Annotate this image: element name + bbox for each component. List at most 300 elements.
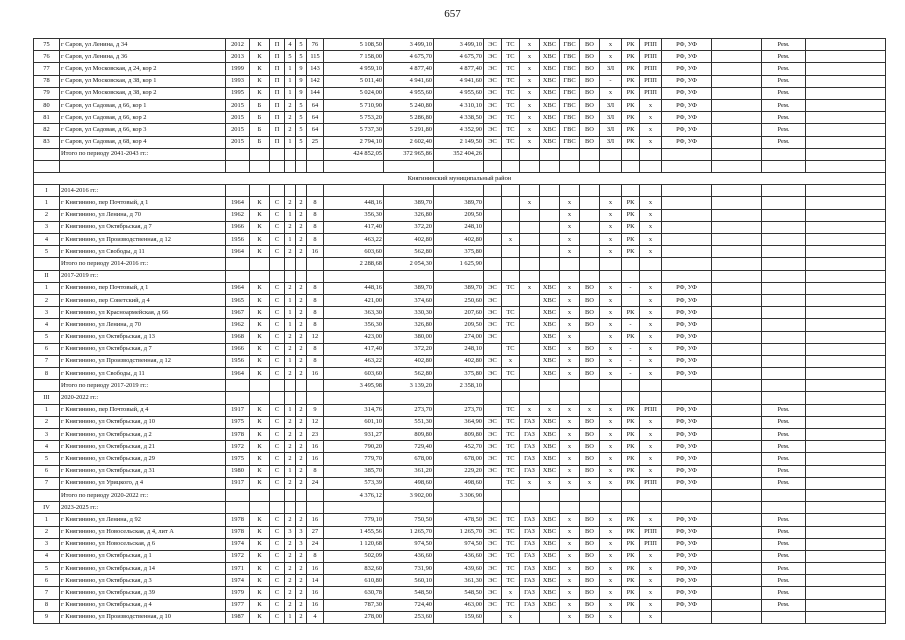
address-cell: г Княгинино, ул Новосельская, д 4, лит А xyxy=(60,526,226,538)
table-cell: ЭС xyxy=(484,441,502,453)
table-cell: 80 xyxy=(34,99,60,111)
table-cell xyxy=(806,282,886,294)
table-cell xyxy=(226,489,250,501)
table-cell xyxy=(250,160,270,172)
table-cell: 5 xyxy=(34,246,60,258)
table-cell xyxy=(712,51,762,63)
table-cell: 421,00 xyxy=(324,294,384,306)
table-cell: х xyxy=(520,136,540,148)
table-cell: РК xyxy=(622,550,640,562)
table-cell xyxy=(484,209,502,221)
table-cell: ВО xyxy=(580,575,600,587)
table-cell: 3 902,00 xyxy=(384,489,434,501)
table-row xyxy=(34,477,886,489)
table-cell: РФ, УФ xyxy=(662,429,712,441)
table-cell: ТС xyxy=(502,282,520,294)
table-cell xyxy=(600,489,622,501)
table-cell xyxy=(296,258,307,270)
table-cell xyxy=(712,526,762,538)
table-cell: Рем. xyxy=(762,51,806,63)
table-cell xyxy=(806,563,886,575)
table-cell xyxy=(580,185,600,197)
table-cell: РФ, УФ xyxy=(662,526,712,538)
table-cell: ЭС xyxy=(484,563,502,575)
table-cell xyxy=(434,185,484,197)
table-cell: 64 xyxy=(307,124,324,136)
table-cell xyxy=(712,453,762,465)
table-cell: ТС xyxy=(502,99,520,111)
table-cell xyxy=(600,148,622,160)
table-cell: 4 675,70 xyxy=(434,51,484,63)
table-cell: ГАЗ xyxy=(520,441,540,453)
table-cell xyxy=(226,392,250,404)
table-cell: 78 xyxy=(34,75,60,87)
table-cell: ХВС xyxy=(540,550,560,562)
table-cell: х xyxy=(640,575,662,587)
table-cell: 1972 xyxy=(226,441,250,453)
table-cell xyxy=(712,294,762,306)
table-cell: ЭС xyxy=(484,368,502,380)
table-cell: ХВС xyxy=(540,599,560,611)
table-cell xyxy=(250,392,270,404)
table-cell: 3 306,90 xyxy=(434,489,484,501)
table-cell: РПП xyxy=(640,51,662,63)
table-cell: ЭС xyxy=(484,416,502,428)
table-cell: 1978 xyxy=(226,526,250,538)
table-cell: ВО xyxy=(580,514,600,526)
table-cell: 436,60 xyxy=(434,550,484,562)
table-cell: 601,10 xyxy=(324,416,384,428)
table-cell: 2012 xyxy=(226,39,250,51)
table-cell: х xyxy=(600,87,622,99)
table-cell xyxy=(250,380,270,392)
table-cell: К xyxy=(250,599,270,611)
table-cell: х xyxy=(640,234,662,246)
table-cell: РФ, УФ xyxy=(662,63,712,75)
table-cell: 364,90 xyxy=(434,416,484,428)
table-cell: 5 737,30 xyxy=(324,124,384,136)
table-cell xyxy=(520,270,540,282)
table-cell: 2 xyxy=(296,587,307,599)
table-cell xyxy=(540,209,560,221)
table-cell: ГАЗ xyxy=(520,550,540,562)
table-cell xyxy=(384,160,434,172)
table-cell: 448,16 xyxy=(324,197,384,209)
table-cell xyxy=(484,234,502,246)
table-cell: 14 xyxy=(307,575,324,587)
table-cell: С xyxy=(270,319,285,331)
table-cell xyxy=(806,587,886,599)
table-cell: РК xyxy=(622,75,640,87)
table-cell: 4 310,10 xyxy=(434,99,484,111)
table-row xyxy=(34,404,886,416)
table-cell: ЭС xyxy=(484,587,502,599)
table-cell: 2 149,50 xyxy=(434,136,484,148)
table-cell: х xyxy=(560,526,580,538)
table-cell: 931,27 xyxy=(324,429,384,441)
table-cell: ЭС xyxy=(484,599,502,611)
period-row xyxy=(34,392,886,404)
table-cell: 2 xyxy=(34,526,60,538)
table-cell: С xyxy=(270,599,285,611)
table-cell xyxy=(712,185,762,197)
table-cell: х xyxy=(560,611,580,623)
table-cell: 8 xyxy=(307,307,324,319)
table-cell xyxy=(662,380,712,392)
table-cell: С xyxy=(270,368,285,380)
table-cell: С xyxy=(270,526,285,538)
table-cell: 82 xyxy=(34,124,60,136)
table-cell: ЭС xyxy=(484,453,502,465)
table-cell: х xyxy=(600,611,622,623)
table-cell: ХВС xyxy=(540,465,560,477)
table-cell: К xyxy=(250,246,270,258)
table-cell: РПП xyxy=(640,526,662,538)
table-cell: ГВС xyxy=(560,39,580,51)
table-cell: 229,20 xyxy=(434,465,484,477)
table-cell xyxy=(384,392,434,404)
table-cell: Рем. xyxy=(762,87,806,99)
table-cell: РК xyxy=(622,136,640,148)
table-cell xyxy=(662,197,712,209)
table-cell: ГВС xyxy=(560,51,580,63)
table-cell: ВО xyxy=(580,538,600,550)
table-cell: С xyxy=(270,441,285,453)
table-cell: х xyxy=(600,39,622,51)
table-cell: РФ, УФ xyxy=(662,550,712,562)
table-cell xyxy=(622,380,640,392)
table-cell: ВО xyxy=(580,441,600,453)
table-cell: С xyxy=(270,355,285,367)
table-cell: 2 xyxy=(296,477,307,489)
table-cell: х xyxy=(640,282,662,294)
table-cell xyxy=(520,489,540,501)
table-cell xyxy=(296,502,307,514)
table-row xyxy=(34,124,886,136)
table-cell: ВО xyxy=(580,416,600,428)
table-cell xyxy=(806,392,886,404)
table-cell: 2 xyxy=(285,368,296,380)
table-cell: 1966 xyxy=(226,221,250,233)
table-cell: х xyxy=(560,429,580,441)
table-cell: 2 358,10 xyxy=(434,380,484,392)
table-cell: РК xyxy=(622,112,640,124)
table-cell: Рем. xyxy=(762,526,806,538)
table-cell xyxy=(600,185,622,197)
table-cell xyxy=(806,514,886,526)
table-cell: - xyxy=(600,75,622,87)
table-cell: 1977 xyxy=(226,599,250,611)
table-cell: 2 xyxy=(296,599,307,611)
table-cell xyxy=(806,270,886,282)
table-cell: 502,09 xyxy=(324,550,384,562)
table-cell xyxy=(580,160,600,172)
table-cell: 2 xyxy=(285,221,296,233)
table-cell xyxy=(285,270,296,282)
table-cell xyxy=(484,477,502,489)
table-cell: х xyxy=(600,429,622,441)
table-cell: ВО xyxy=(580,368,600,380)
table-cell: ЭС xyxy=(484,319,502,331)
table-cell: 3 xyxy=(34,221,60,233)
address-cell: г Княгинино, ул Октябрьская, д 13 xyxy=(60,331,226,343)
table-cell: 4 xyxy=(34,441,60,453)
table-cell: х xyxy=(640,246,662,258)
table-cell: ГАЗ xyxy=(520,599,540,611)
table-cell xyxy=(520,611,540,623)
table-cell xyxy=(520,307,540,319)
table-cell xyxy=(520,343,540,355)
table-cell xyxy=(540,160,560,172)
table-row xyxy=(34,550,886,562)
table-cell xyxy=(520,160,540,172)
table-cell: ВО xyxy=(580,99,600,111)
table-cell: 356,30 xyxy=(324,209,384,221)
table-cell xyxy=(270,185,285,197)
table-cell: РФ, УФ xyxy=(662,587,712,599)
table-cell: ХВС xyxy=(540,63,560,75)
table-cell xyxy=(806,221,886,233)
table-cell: С xyxy=(270,416,285,428)
table-cell xyxy=(662,489,712,501)
table-cell: 1980 xyxy=(226,465,250,477)
table-cell: х xyxy=(520,99,540,111)
table-cell: 8 xyxy=(307,465,324,477)
table-cell xyxy=(484,404,502,416)
table-cell xyxy=(484,502,502,514)
table-cell: 452,70 xyxy=(434,441,484,453)
table-cell: ХВС xyxy=(540,319,560,331)
table-cell: ГАЗ xyxy=(520,514,540,526)
table-cell xyxy=(712,514,762,526)
table-cell xyxy=(285,185,296,197)
table-row xyxy=(34,343,886,355)
table-cell xyxy=(484,246,502,258)
table-cell: Рем. xyxy=(762,63,806,75)
table-cell: ХВС xyxy=(540,514,560,526)
table-cell: 1999 xyxy=(226,63,250,75)
table-cell: ВО xyxy=(580,465,600,477)
table-cell: 330,30 xyxy=(384,307,434,319)
table-row xyxy=(34,453,886,465)
table-cell: 273,70 xyxy=(384,404,434,416)
table-cell: 7 xyxy=(34,587,60,599)
table-cell: х xyxy=(640,416,662,428)
table-cell xyxy=(762,343,806,355)
table-cell: ТС xyxy=(502,453,520,465)
table-cell: 278,00 xyxy=(324,611,384,623)
table-cell xyxy=(806,599,886,611)
address-cell: г Княгинино, ул Октябрьская, д 7 xyxy=(60,343,226,355)
table-cell: х xyxy=(640,124,662,136)
table-cell xyxy=(580,148,600,160)
table-cell: К xyxy=(250,465,270,477)
table-cell: 5 xyxy=(34,331,60,343)
table-cell: 2 xyxy=(296,453,307,465)
table-cell: ГВС xyxy=(560,87,580,99)
table-cell: 385,70 xyxy=(324,465,384,477)
table-cell: К xyxy=(250,477,270,489)
table-cell xyxy=(806,465,886,477)
table-cell: 2013 xyxy=(226,51,250,63)
table-cell: - xyxy=(622,368,640,380)
table-cell: ТС xyxy=(502,514,520,526)
table-cell: 2 xyxy=(285,99,296,111)
table-cell: х xyxy=(560,307,580,319)
table-cell: Рем. xyxy=(762,39,806,51)
table-row xyxy=(34,319,886,331)
table-cell: К xyxy=(250,404,270,416)
table-cell: С xyxy=(270,246,285,258)
table-cell: 439,60 xyxy=(434,563,484,575)
table-cell xyxy=(540,270,560,282)
table-cell: х xyxy=(600,234,622,246)
table-cell: ГАЗ xyxy=(520,453,540,465)
period-row xyxy=(34,502,886,514)
table-cell xyxy=(640,380,662,392)
table-cell: РПП xyxy=(640,477,662,489)
table-cell: 2 xyxy=(296,441,307,453)
table-cell xyxy=(806,550,886,562)
table-cell: ХВС xyxy=(540,575,560,587)
table-cell xyxy=(34,148,60,160)
table-cell xyxy=(484,380,502,392)
table-cell xyxy=(622,270,640,282)
table-cell xyxy=(622,502,640,514)
table-cell: 7 158,00 xyxy=(324,51,384,63)
table-cell: К xyxy=(250,319,270,331)
table-cell xyxy=(762,160,806,172)
address-cell: г Княгинино, ул Октябрьская, д 7 xyxy=(60,221,226,233)
table-cell xyxy=(762,489,806,501)
table-cell: 2 xyxy=(296,563,307,575)
table-cell xyxy=(712,550,762,562)
table-cell: х xyxy=(600,221,622,233)
table-cell xyxy=(806,63,886,75)
table-cell: ЭС xyxy=(484,99,502,111)
table-cell: ЭС xyxy=(484,282,502,294)
table-cell xyxy=(307,380,324,392)
table-cell: х xyxy=(640,221,662,233)
table-cell xyxy=(307,185,324,197)
table-cell: К xyxy=(250,416,270,428)
table-cell: 402,80 xyxy=(384,355,434,367)
table-cell: 4 877,40 xyxy=(384,63,434,75)
table-cell: 4 959,10 xyxy=(324,63,384,75)
table-cell: П xyxy=(270,63,285,75)
table-cell xyxy=(806,124,886,136)
table-cell xyxy=(712,99,762,111)
address-cell: Итого по периоду 2017-2019 гг.: xyxy=(60,380,226,392)
table-cell: 2 xyxy=(296,234,307,246)
table-cell: 1917 xyxy=(226,404,250,416)
table-cell: РК xyxy=(622,599,640,611)
table-cell xyxy=(600,160,622,172)
table-cell: Рем. xyxy=(762,99,806,111)
table-cell: 1962 xyxy=(226,319,250,331)
table-cell: ХВС xyxy=(540,453,560,465)
table-cell: К xyxy=(250,75,270,87)
table-cell xyxy=(712,331,762,343)
table-cell: х xyxy=(640,441,662,453)
table-cell xyxy=(270,160,285,172)
table-cell: ЭС xyxy=(484,331,502,343)
table-cell: х xyxy=(600,587,622,599)
table-cell: 2 794,10 xyxy=(324,136,384,148)
table-cell: 974,50 xyxy=(384,538,434,550)
table-cell xyxy=(580,331,600,343)
table-cell: х xyxy=(640,112,662,124)
table-cell: ХВС xyxy=(540,136,560,148)
table-cell: 7 xyxy=(34,477,60,489)
table-cell xyxy=(324,392,384,404)
table-cell: 2 xyxy=(296,611,307,623)
table-cell xyxy=(540,246,560,258)
table-cell xyxy=(806,331,886,343)
table-cell: ВО xyxy=(580,294,600,306)
table-cell xyxy=(580,270,600,282)
table-cell: РК xyxy=(622,538,640,550)
table-cell: 389,70 xyxy=(384,282,434,294)
address-cell: г Княгинино, ул Свободы, д 11 xyxy=(60,246,226,258)
table-cell xyxy=(250,270,270,282)
table-cell: 6 xyxy=(34,343,60,355)
table-cell: 1 455,56 xyxy=(324,526,384,538)
table-cell: 76 xyxy=(34,51,60,63)
table-cell: С xyxy=(270,294,285,306)
table-cell: 4 352,90 xyxy=(434,124,484,136)
table-cell xyxy=(307,489,324,501)
table-cell xyxy=(640,502,662,514)
table-cell: РФ, УФ xyxy=(662,51,712,63)
table-cell: х xyxy=(560,404,580,416)
table-cell: 352 404,26 xyxy=(434,148,484,160)
table-cell: х xyxy=(520,51,540,63)
table-cell: 4 955,60 xyxy=(434,87,484,99)
table-cell: 2 xyxy=(285,416,296,428)
table-cell xyxy=(640,185,662,197)
table-cell xyxy=(762,368,806,380)
table-cell: К xyxy=(250,368,270,380)
table-cell xyxy=(712,563,762,575)
table-cell: РФ, УФ xyxy=(662,514,712,526)
table-cell: РФ, УФ xyxy=(662,75,712,87)
table-cell xyxy=(520,319,540,331)
table-cell: 2 xyxy=(296,221,307,233)
table-cell: Рем. xyxy=(762,136,806,148)
table-cell: х xyxy=(640,453,662,465)
table-cell: 5 xyxy=(296,99,307,111)
table-cell: РК xyxy=(622,246,640,258)
table-cell: х xyxy=(580,477,600,489)
table-cell xyxy=(484,197,502,209)
table-cell xyxy=(662,270,712,282)
table-row xyxy=(34,599,886,611)
table-row xyxy=(34,526,886,538)
table-cell: РК xyxy=(622,563,640,575)
table-cell xyxy=(622,160,640,172)
table-row xyxy=(34,368,886,380)
table-cell: ЭС xyxy=(484,526,502,538)
period-row xyxy=(34,185,886,197)
table-cell: ВО xyxy=(580,563,600,575)
table-row xyxy=(34,575,886,587)
table-cell: РК xyxy=(622,465,640,477)
table-cell: ВО xyxy=(580,282,600,294)
address-cell: г Саров, ул Садовая, д 68, кор 4 xyxy=(60,136,226,148)
table-cell xyxy=(307,502,324,514)
table-row xyxy=(34,611,886,623)
